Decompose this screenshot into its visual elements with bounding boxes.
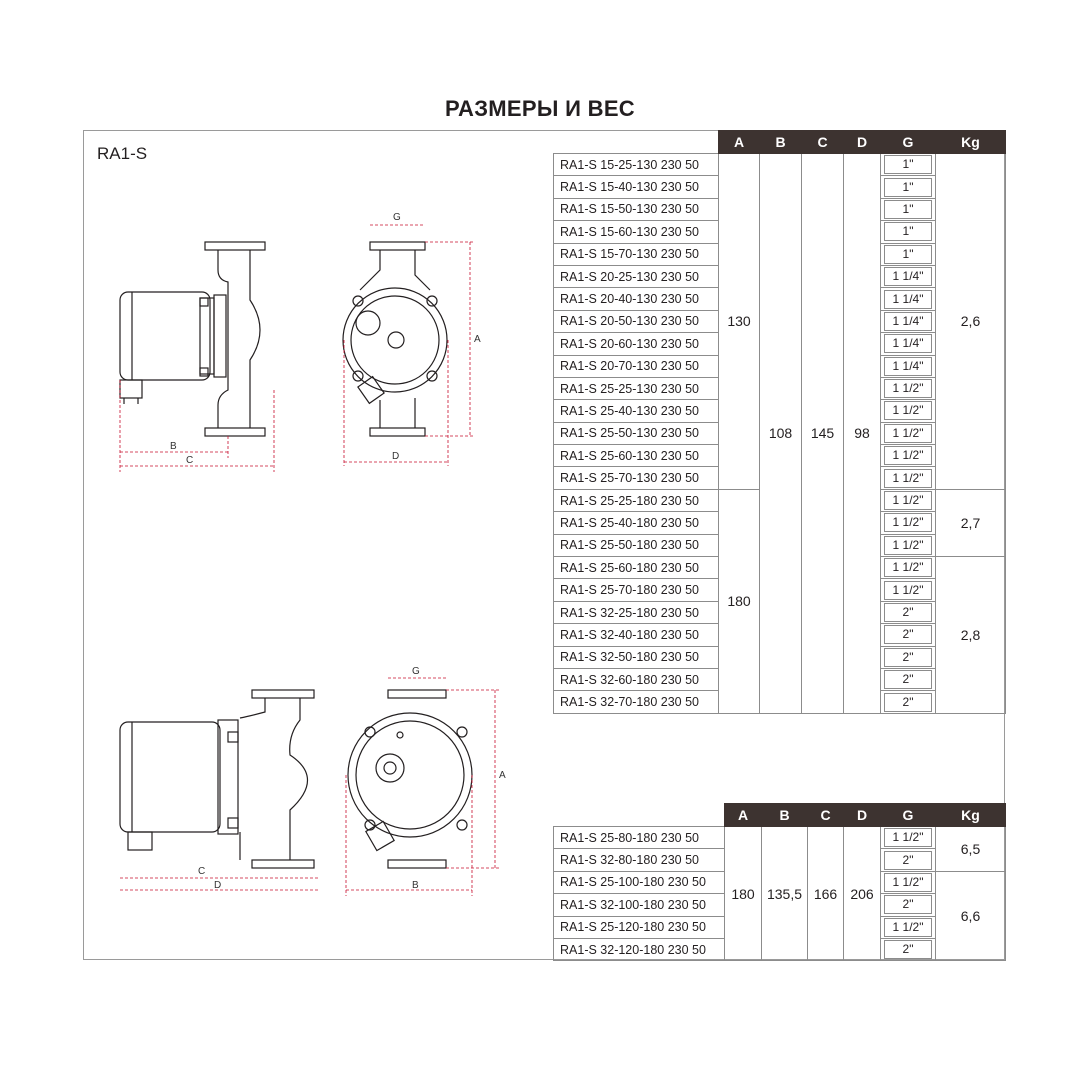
g-thread-size: 2" <box>884 940 932 959</box>
g-cell <box>881 176 936 198</box>
g-thread-size: 1 1/2" <box>884 536 932 555</box>
header-a: A <box>719 131 760 154</box>
g-thread-size: 1" <box>884 155 932 174</box>
g-thread-size: 1 1/2" <box>884 918 932 937</box>
model-name: RA1-S 15-60-130 230 50 <box>554 221 719 243</box>
model-name: RA1-S 25-40-180 230 50 <box>554 512 719 534</box>
table-row <box>554 827 1006 849</box>
model-name: RA1-S 32-100-180 230 50 <box>554 894 725 916</box>
dim-label-b: B <box>412 880 419 891</box>
header-d: D <box>844 804 881 827</box>
model-name: RA1-S 32-25-180 230 50 <box>554 601 719 623</box>
model-name: RA1-S 25-40-130 230 50 <box>554 400 719 422</box>
g-thread-size: 2" <box>884 625 932 644</box>
front-outlet-flange <box>370 428 425 436</box>
kg-value: 2,7 <box>936 489 1006 556</box>
g-thread-size: 1 1/2" <box>884 873 932 892</box>
header-blank <box>554 804 725 827</box>
d-value: 98 <box>844 154 881 714</box>
table-row <box>554 154 1006 176</box>
model-name: RA1-S 32-40-180 230 50 <box>554 624 719 646</box>
model-name: RA1-S 20-25-130 230 50 <box>554 265 719 287</box>
g-thread-size: 1" <box>884 200 932 219</box>
header-a: A <box>725 804 762 827</box>
dim-label-c: C <box>198 866 206 877</box>
model-name: RA1-S 32-50-180 230 50 <box>554 646 719 668</box>
g-thread-size: 2" <box>884 851 932 870</box>
model-name: RA1-S 25-25-130 230 50 <box>554 377 719 399</box>
model-name: RA1-S 25-70-130 230 50 <box>554 467 719 489</box>
g-thread-size: 1 1/2" <box>884 513 932 532</box>
g-thread-size: 2" <box>884 693 932 712</box>
model-name: RA1-S 25-70-180 230 50 <box>554 579 719 601</box>
kg-value: 2,6 <box>936 154 1006 490</box>
pump-drawing-small <box>100 200 520 490</box>
header-g: G <box>881 131 936 154</box>
g-cell <box>881 154 936 176</box>
model-name: RA1-S 15-40-130 230 50 <box>554 176 719 198</box>
g-thread-size: 1" <box>884 222 932 241</box>
model-name: RA1-S 25-100-180 230 50 <box>554 871 725 893</box>
pump-drawing-large <box>100 660 530 900</box>
model-name: RA1-S 25-60-180 230 50 <box>554 557 719 579</box>
g-cell <box>881 288 936 310</box>
model-name: RA1-S 25-25-180 230 50 <box>554 489 719 511</box>
g-thread-size: 1 1/4" <box>884 334 932 353</box>
g-cell <box>881 198 936 220</box>
g-cell <box>881 579 936 601</box>
pump-volute <box>343 288 447 392</box>
header-d: D <box>844 131 881 154</box>
g-thread-size: 2" <box>884 603 932 622</box>
g-cell <box>881 646 936 668</box>
dim-label-g: G <box>393 212 401 223</box>
g-thread-size: 1 1/2" <box>884 446 932 465</box>
model-name: RA1-S 25-60-130 230 50 <box>554 445 719 467</box>
g-thread-size: 2" <box>884 670 932 689</box>
g-cell <box>881 894 936 916</box>
header-b: B <box>760 131 802 154</box>
dim-label-a: A <box>474 334 481 345</box>
g-thread-size: 1 1/2" <box>884 401 932 420</box>
pump-volute <box>348 713 472 837</box>
model-name: RA1-S 25-80-180 230 50 <box>554 827 725 849</box>
kg-value: 6,5 <box>936 827 1006 872</box>
model-name: RA1-S 32-120-180 230 50 <box>554 938 725 960</box>
terminal-box <box>200 298 214 374</box>
g-cell <box>881 691 936 713</box>
c-value: 145 <box>802 154 844 714</box>
g-thread-size: 1 1/4" <box>884 267 932 286</box>
g-cell <box>881 422 936 444</box>
dim-label-d: D <box>214 880 222 891</box>
g-thread-size: 1 1/2" <box>884 424 932 443</box>
g-thread-size: 1 1/4" <box>884 357 932 376</box>
g-thread-size: 1 1/2" <box>884 379 932 398</box>
dim-label-a: A <box>499 770 506 781</box>
table-header-row <box>554 131 1006 154</box>
a-value: 180 <box>725 827 762 961</box>
model-name: RA1-S 32-80-180 230 50 <box>554 849 725 871</box>
model-name: RA1-S 15-70-130 230 50 <box>554 243 719 265</box>
header-kg: Kg <box>936 131 1006 154</box>
dim-label-d: D <box>392 451 400 462</box>
g-cell <box>881 467 936 489</box>
dimensions-table-1 <box>553 130 1006 714</box>
front-outlet-flange <box>388 860 446 868</box>
b-value: 108 <box>760 154 802 714</box>
series-label: RA1-S <box>97 144 148 163</box>
g-cell <box>881 916 936 938</box>
g-thread-size: 1" <box>884 178 932 197</box>
model-name: RA1-S 20-70-130 230 50 <box>554 355 719 377</box>
g-cell <box>881 601 936 623</box>
header-c: C <box>802 131 844 154</box>
model-name: RA1-S 20-60-130 230 50 <box>554 333 719 355</box>
g-cell <box>881 355 936 377</box>
g-cell <box>881 512 936 534</box>
header-blank <box>554 131 719 154</box>
model-name: RA1-S 32-60-180 230 50 <box>554 668 719 690</box>
front-inlet-flange <box>388 690 446 698</box>
g-thread-size: 2" <box>884 648 932 667</box>
g-cell <box>881 534 936 556</box>
model-name: RA1-S 25-50-180 230 50 <box>554 534 719 556</box>
g-cell <box>881 265 936 287</box>
g-thread-size: 1 1/2" <box>884 581 932 600</box>
a-value: 180 <box>719 489 760 713</box>
g-thread-size: 1 1/2" <box>884 491 932 510</box>
g-cell <box>881 871 936 893</box>
a-value: 130 <box>719 154 760 490</box>
motor-housing <box>120 292 210 380</box>
outlet-flange-bottom <box>252 860 314 868</box>
model-name: RA1-S 20-40-130 230 50 <box>554 288 719 310</box>
g-cell <box>881 668 936 690</box>
model-name: RA1-S 20-50-130 230 50 <box>554 310 719 332</box>
inlet-flange-top <box>205 242 265 250</box>
header-g: G <box>881 804 936 827</box>
g-cell <box>881 243 936 265</box>
model-name: RA1-S 15-50-130 230 50 <box>554 198 719 220</box>
model-name: RA1-S 15-25-130 230 50 <box>554 154 719 176</box>
model-name: RA1-S 25-120-180 230 50 <box>554 916 725 938</box>
g-thread-size: 1 1/2" <box>884 558 932 577</box>
outlet-flange-bottom <box>205 428 265 436</box>
g-thread-size: 1 1/4" <box>884 312 932 331</box>
g-cell <box>881 624 936 646</box>
dim-label-c: C <box>186 455 194 466</box>
dimensions-table-2 <box>553 803 1006 961</box>
d-value: 206 <box>844 827 881 961</box>
header-kg: Kg <box>936 804 1006 827</box>
g-cell <box>881 377 936 399</box>
g-cell <box>881 400 936 422</box>
g-cell <box>881 310 936 332</box>
g-cell <box>881 333 936 355</box>
b-value: 135,5 <box>762 827 808 961</box>
g-cell <box>881 849 936 871</box>
dim-label-b: B <box>170 441 177 452</box>
header-b: B <box>762 804 808 827</box>
g-thread-size: 1 1/4" <box>884 290 932 309</box>
g-cell <box>881 557 936 579</box>
kg-value: 6,6 <box>936 871 1006 961</box>
g-cell <box>881 221 936 243</box>
front-inlet-flange <box>370 242 425 250</box>
c-value: 166 <box>808 827 844 961</box>
header-c: C <box>808 804 844 827</box>
g-cell <box>881 489 936 511</box>
model-name: RA1-S 32-70-180 230 50 <box>554 691 719 713</box>
inlet-flange-top <box>252 690 314 698</box>
g-thread-size: 1 1/2" <box>884 469 932 488</box>
g-cell <box>881 445 936 467</box>
g-cell <box>881 827 936 849</box>
model-name: RA1-S 25-50-130 230 50 <box>554 422 719 444</box>
g-thread-size: 2" <box>884 895 932 914</box>
dim-label-g: G <box>412 666 420 677</box>
kg-value: 2,8 <box>936 557 1006 714</box>
g-thread-size: 1 1/2" <box>884 828 932 847</box>
g-cell <box>881 938 936 960</box>
page-title: РАЗМЕРЫ И ВЕС <box>444 96 635 121</box>
motor-housing <box>120 722 220 832</box>
table-header-row <box>554 804 1006 827</box>
g-thread-size: 1" <box>884 245 932 264</box>
